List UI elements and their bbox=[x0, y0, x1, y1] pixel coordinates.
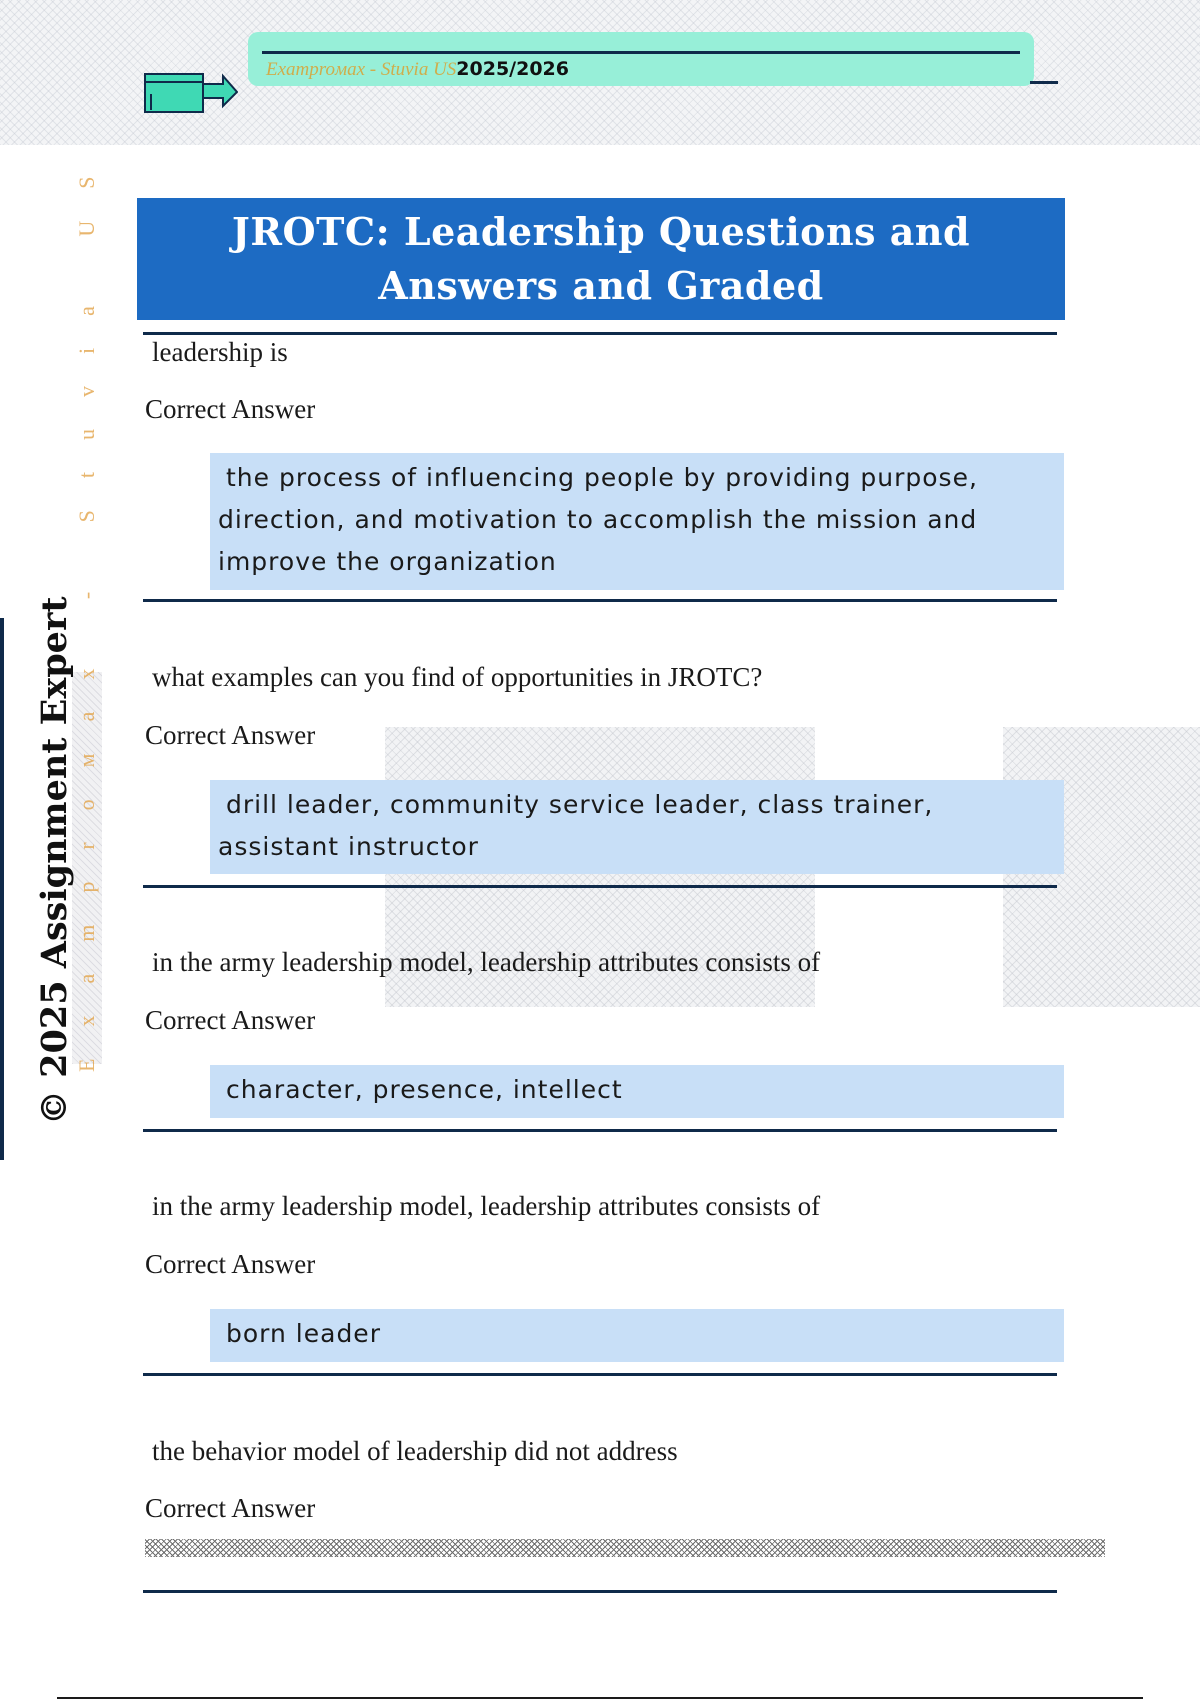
question-text: in the army leadership model, leadership attributes consists of bbox=[152, 1191, 821, 1221]
arrow-tab-icon bbox=[143, 70, 238, 120]
header-rule-tail bbox=[1030, 81, 1058, 84]
header-text bbox=[266, 58, 569, 81]
answer-box: character, presence, intellect bbox=[210, 1065, 1064, 1118]
question-divider bbox=[143, 1129, 1057, 1132]
watermark-ghost-text: Examproмax - Stuvia US bbox=[74, 144, 99, 1072]
answer-box: the process of influencing people by providing purpose, direction, and motivation to accomplish the mission and improve the organization bbox=[210, 453, 1064, 590]
header-rule bbox=[262, 51, 1020, 54]
question-divider bbox=[143, 599, 1057, 602]
question-divider bbox=[143, 1373, 1057, 1376]
watermark-bar bbox=[0, 618, 4, 1160]
answer-box: born leader bbox=[210, 1309, 1064, 1362]
question-divider bbox=[143, 885, 1057, 888]
correct-answer-label: Correct Answer bbox=[145, 394, 316, 424]
redacted-answer bbox=[145, 1539, 1105, 1557]
question-text: what examples can you find of opportunities in JROTC? bbox=[152, 662, 763, 692]
correct-answer-label: Correct Answer bbox=[145, 1249, 316, 1279]
question-text: leadership is bbox=[152, 337, 288, 367]
header-brand: Examproмax - Stuvia US bbox=[266, 59, 457, 80]
question-text: the behavior model of leadership did not address bbox=[152, 1436, 678, 1466]
title-banner bbox=[137, 198, 1065, 320]
watermark-copyright: © 2025 Assignment Expert bbox=[34, 596, 75, 1125]
page-title: JROTC: Leadership Questions and Answers and Graded bbox=[231, 209, 971, 308]
correct-answer-label: Correct Answer bbox=[145, 720, 316, 750]
correct-answer-label: Correct Answer bbox=[145, 1493, 316, 1523]
question-divider bbox=[143, 1590, 1057, 1593]
footer-rule bbox=[57, 1697, 1143, 1699]
header-year: 2025/2026 bbox=[456, 58, 569, 80]
correct-answer-label: Correct Answer bbox=[145, 1005, 316, 1035]
question-text: in the army leadership model, leadership attributes consists of bbox=[152, 947, 821, 977]
question-divider bbox=[143, 332, 1057, 335]
answer-box: drill leader, community service leader, class trainer, assistant instructor bbox=[210, 780, 1064, 874]
